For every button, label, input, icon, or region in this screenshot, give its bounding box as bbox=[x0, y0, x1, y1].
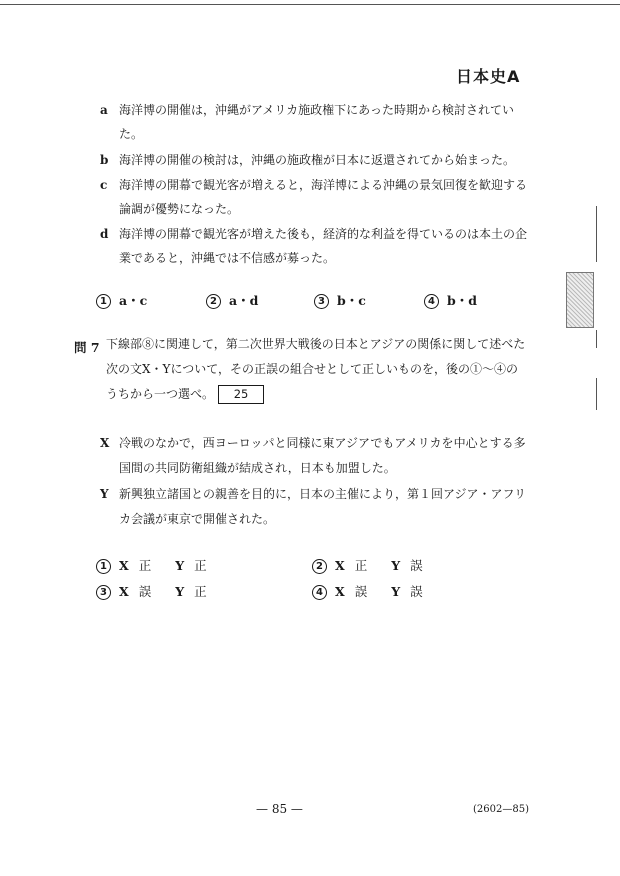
circled-number: 4 bbox=[312, 585, 327, 600]
choice-2-1[interactable] bbox=[96, 556, 231, 574]
y-value: 正 bbox=[194, 558, 207, 573]
choice-4[interactable] bbox=[424, 291, 477, 309]
choice-2-2[interactable] bbox=[312, 556, 447, 574]
choice-3[interactable] bbox=[314, 291, 366, 309]
statement-text: 冷戦のなかで，西ヨーロッパと同様に東アジアでもアメリカを中心とする多国間の共同防衛組織が結成され，日本も加盟した。 bbox=[119, 436, 526, 475]
circled-number: 3 bbox=[314, 294, 329, 309]
answer-box[interactable]: 25 bbox=[218, 385, 264, 404]
option-key: a bbox=[100, 103, 108, 117]
option-text: 海洋博の開幕で観光客が増えた後も，経済的な利益を得ているのは本土の企業であると，沖縄では不信感が募った。 bbox=[119, 227, 528, 265]
statement-key: Y bbox=[100, 487, 109, 501]
x-label: X bbox=[119, 558, 129, 573]
index-tab-marker bbox=[566, 272, 594, 328]
x-label: X bbox=[335, 558, 345, 573]
y-label: Y bbox=[391, 558, 401, 573]
x-value: 正 bbox=[354, 558, 368, 573]
question-label: 問 7 bbox=[74, 340, 100, 355]
x-label: X bbox=[335, 584, 345, 599]
edge-mark-lower bbox=[596, 378, 597, 410]
option-key: b bbox=[100, 153, 109, 167]
statement-key: X bbox=[100, 436, 110, 450]
subject-header: 日本史A bbox=[456, 67, 521, 86]
edge-mark-middle bbox=[596, 330, 597, 348]
page-code: (2602—85) bbox=[473, 804, 529, 815]
x-label: X bbox=[119, 584, 129, 599]
choice-text: b・d bbox=[447, 293, 477, 308]
option-text: 海洋博の開催は，沖縄がアメリカ施政権下にあった時期から検討されていた。 bbox=[119, 103, 515, 141]
circled-number: 4 bbox=[424, 294, 439, 309]
y-label: Y bbox=[175, 558, 185, 573]
circled-number: 3 bbox=[96, 585, 111, 600]
option-key: c bbox=[100, 178, 108, 192]
x-value: 誤 bbox=[354, 584, 368, 599]
question-text-block bbox=[106, 332, 526, 407]
option-key: d bbox=[100, 227, 109, 241]
edge-mark-upper bbox=[596, 206, 597, 262]
choice-1[interactable] bbox=[96, 291, 147, 309]
y-label: Y bbox=[391, 584, 401, 599]
choice-text: a・c bbox=[119, 293, 148, 308]
y-value: 誤 bbox=[410, 584, 423, 599]
top-border-line bbox=[0, 4, 620, 5]
y-value: 正 bbox=[194, 584, 207, 599]
circled-number: 2 bbox=[206, 294, 221, 309]
x-value: 正 bbox=[138, 558, 152, 573]
choice-2[interactable] bbox=[206, 291, 258, 309]
page-number: — 85 — bbox=[256, 802, 303, 816]
circled-number: 2 bbox=[312, 559, 327, 574]
choice-text: a・d bbox=[229, 293, 259, 308]
choice-text: b・c bbox=[337, 293, 366, 308]
y-value: 誤 bbox=[410, 558, 423, 573]
choice-2-3[interactable] bbox=[96, 582, 231, 600]
circled-number: 1 bbox=[96, 294, 111, 309]
option-text: 海洋博の開幕で観光客が増えると，海洋博による沖縄の景気回復を歓迎する論調が優勢になった。 bbox=[119, 178, 528, 216]
x-value: 誤 bbox=[138, 584, 152, 599]
option-text: 海洋博の開催の検討は，沖縄の施政権が日本に返還されてから始まった。 bbox=[119, 153, 516, 167]
question-text: 下線部⑧に関連して，第二次世界大戦後の日本とアジアの関係に関して述べた次の文X・Yについて，その正誤の組合せとして正しいものを，後の①〜④のうちから一つ選べ。 bbox=[106, 337, 526, 401]
statement-text: 新興独立諸国との親善を目的に，日本の主催により，第１回アジア・アフリカ会議が東京で開催された。 bbox=[119, 487, 527, 526]
choice-2-4[interactable] bbox=[312, 582, 447, 600]
y-label: Y bbox=[175, 584, 185, 599]
circled-number: 1 bbox=[96, 559, 111, 574]
